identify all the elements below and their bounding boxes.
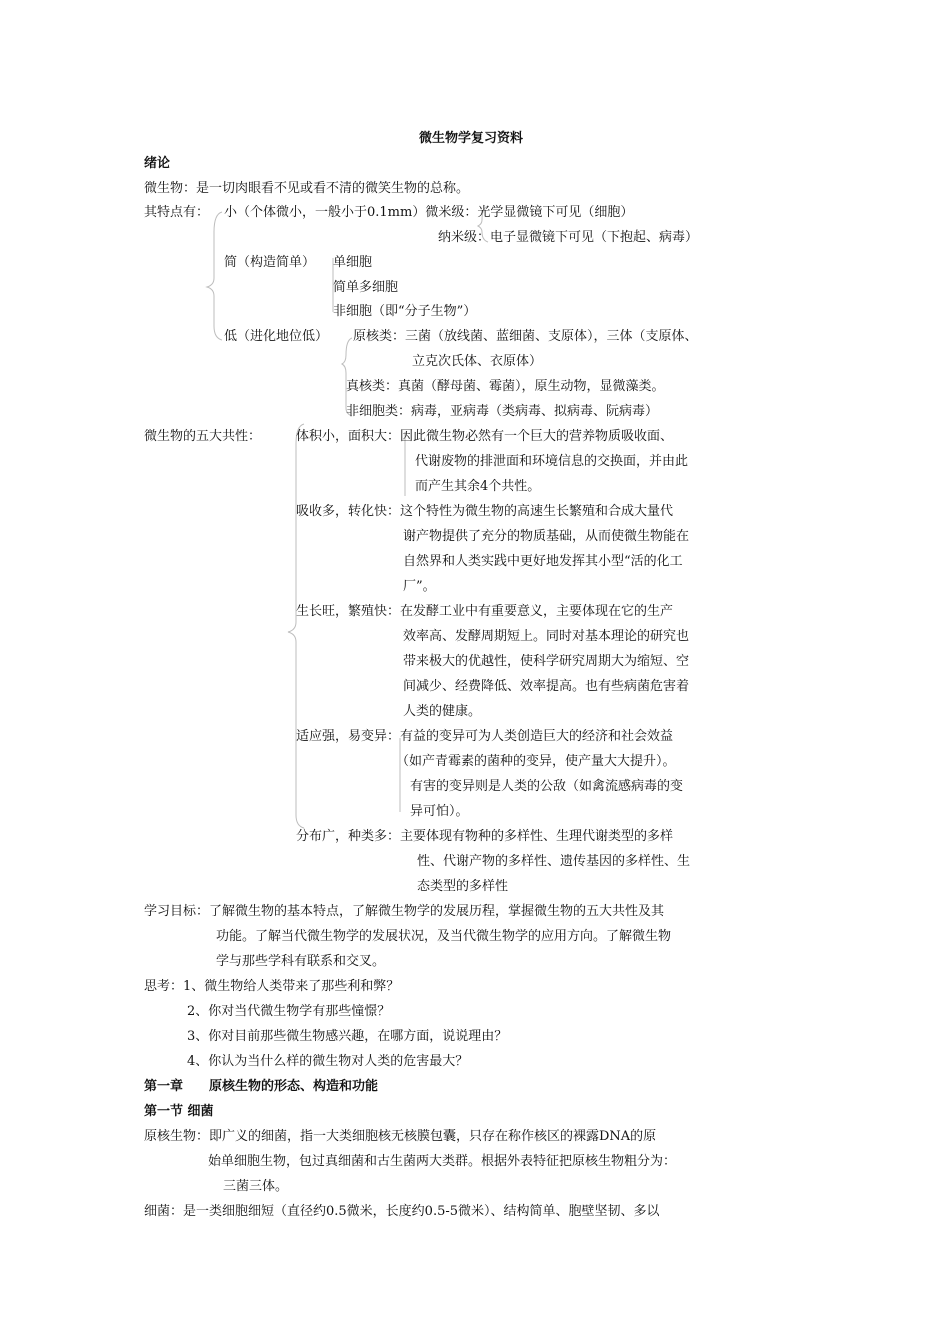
question-2: 2、你对当代微生物学有那些憧憬？	[187, 1004, 391, 1019]
common-1-line-1: 体积小，面积大：因此微生物必然有一个巨大的营养物质吸收面、	[296, 429, 674, 444]
feature-low-1: 原核类：三菌（放线菌、蓝细菌、支原体），三体（支原体、	[353, 329, 698, 344]
feature-low-3: 非细胞类：病毒，亚病毒（类病毒、拟病毒、阮病毒）	[346, 404, 659, 419]
common-1-line-2: 代谢废物的排泄面和环境信息的交换面，并由此	[415, 454, 689, 469]
page-title: 微生物学复习资料	[419, 131, 524, 146]
feature-simple: 简（构造简单）	[224, 255, 316, 270]
feature-low-1b: 立克次氏体、衣原体）	[412, 354, 543, 369]
question-4: 4、你认为当什么样的微生物对人类的危害最大？	[187, 1054, 469, 1069]
common-3-line-4: 间减少、经费降低、效率提高。也有些病菌危害着	[403, 679, 690, 694]
common-4-line-3: 有害的变异则是人类的公敌（如禽流感病毒的变	[410, 779, 684, 794]
feature-simple-2: 简单多细胞	[333, 280, 399, 295]
feature-simple-3: 非细胞（即“分子生物”）	[333, 304, 477, 319]
bacteria-definition: 细菌：是一类细胞细短（直径约0.5微米，长度约0.5-5微米）、结构简单、胞壁坚韧、多以	[144, 1204, 660, 1219]
commons-brace	[288, 424, 304, 828]
prokaryote-line-1: 原核生物：即广义的细菌，指一大类细胞核无核膜包囊，只存在称作核区的裸露DNA的原	[144, 1129, 657, 1144]
commons-label: 微生物的五大共性：	[144, 429, 262, 444]
common-4-line-4: 异可怕）。	[410, 804, 469, 819]
common-2-line-2: 谢产物提供了充分的物质基础，从而使微生物能在	[403, 529, 690, 544]
common-3-line-1: 生长旺，繁殖快：在发酵工业中有重要意义，主要体现在它的生产	[296, 604, 674, 619]
prokaryote-line-2: 始单细胞生物，包过真细菌和古生菌两大类群。根据外表特征把原核生物粗分为：	[208, 1154, 677, 1169]
common-5-line-2: 性、代谢产物的多样性、遗传基因的多样性、生	[417, 854, 691, 869]
feature-simple-1: 单细胞	[333, 255, 373, 270]
features-label: 其特点有：	[144, 205, 210, 220]
question-1: 思考：1、微生物给人类带来了那些利和弊？	[144, 979, 400, 994]
common-1-line-3: 而产生其余4个共性。	[415, 479, 541, 494]
goals-line-1: 学习目标：了解微生物的基本特点，了解微生物学的发展历程，掌握微生物的五大共性及其	[144, 904, 665, 919]
feature-low-2: 真核类：真菌（酵母菌、霉菌），原生动物，显微藻类。	[346, 379, 665, 394]
common-2-line-1: 吸收多，转化快：这个特性为微生物的高速生长繁殖和合成大量代	[296, 504, 674, 519]
common-2-line-3: 自然界和人类实践中更好地发挥其小型“活的化工	[403, 554, 683, 569]
common-4-line-2: （如产青霉素的菌种的变异，使产量大大提升）。	[396, 754, 676, 769]
feature-small: 小（个体微小，一般小于0.1mm）微米级：光学显微镜下可见（细胞）	[224, 205, 634, 220]
microbe-definition: 微生物：是一切肉眼看不见或看不清的微笑生物的总称。	[144, 181, 470, 196]
goals-line-3: 学与那些学科有联系和交叉。	[216, 954, 386, 969]
common-5-line-1: 分布广，种类多：主要体现有物种的多样性、生理代谢类型的多样	[296, 829, 674, 844]
common-3-line-5: 人类的健康。	[403, 704, 482, 719]
prokaryote-line-3: 三菌三体。	[223, 1179, 289, 1194]
common-5-line-3: 态类型的多样性	[417, 879, 509, 894]
question-3: 3、你对目前那些微生物感兴趣，在哪方面，说说理由？	[187, 1029, 508, 1044]
chapter-heading: 第一章 原核生物的形态、构造和功能	[144, 1079, 379, 1094]
common-2-line-4: 厂”。	[403, 579, 436, 594]
intro-heading: 绪论	[144, 156, 171, 171]
feature-nano: 纳米级：电子显微镜下可见（下抱起、病毒）	[438, 230, 699, 245]
common-4-line-1: 适应强，易变异：有益的变异可为人类创造巨大的经济和社会效益	[296, 729, 674, 744]
section-heading: 第一节 细菌	[144, 1104, 214, 1119]
feature-low: 低（进化地位低）	[224, 329, 329, 344]
common-3-line-3: 带来极大的优越性，使科学研究周期大为缩短、空	[403, 654, 690, 669]
goals-line-2: 功能。了解当代微生物学的发展状况，及当代微生物学的应用方向。了解微生物	[216, 929, 672, 944]
common-3-line-2: 效率高、发酵周期短上。同时对基本理论的研究也	[403, 629, 690, 644]
features-brace	[207, 212, 222, 340]
